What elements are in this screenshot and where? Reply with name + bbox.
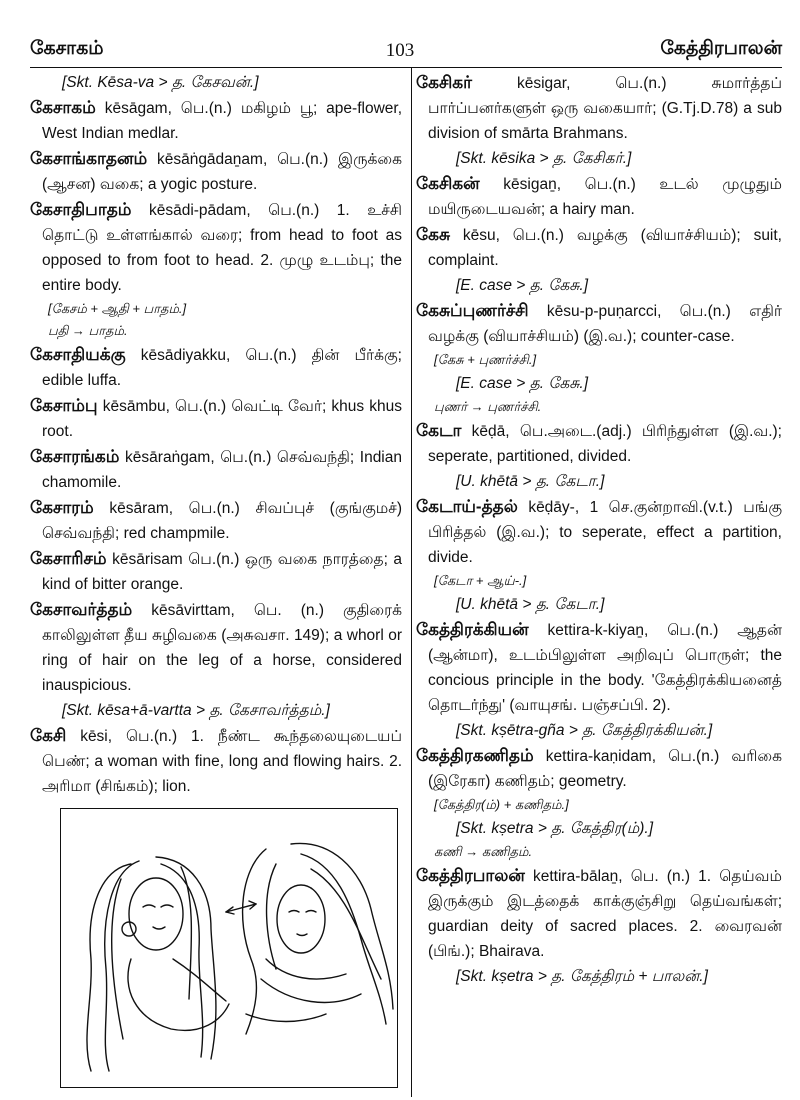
definition: kēsu-p-puṇarcci, பெ.(n.) எதிர் வழக்கு (வியாச்சியம்) (இ.வ.); counter-case. — [428, 303, 782, 345]
etymology: [Skt. Kēsa-va > த. கேசவன்.] — [62, 74, 259, 91]
dictionary-entry — [416, 494, 782, 570]
headword: கேசாவர்த்தம் — [30, 600, 133, 619]
etymology: [U. khētā > த. கேடா.] — [456, 473, 605, 490]
dictionary-entry — [30, 495, 402, 546]
header-guide-word-left: கேசாகம் — [30, 38, 104, 59]
page-number: 103 — [385, 40, 415, 61]
headword: கேடாய்-த்தல் — [416, 497, 518, 516]
headword: கேசாங்காதனம் — [30, 149, 148, 168]
etymology: [கேசம் + ஆதி + பாதம்.] — [48, 301, 187, 316]
headword: கேசி — [30, 726, 67, 745]
etymology: [Skt. kṣētra-gña > த. கேத்திரக்கியன்.] — [456, 722, 713, 739]
right-column — [416, 70, 782, 989]
definition: kettira-bālaṉ, பெ. (n.) 1. தெய்வம் இருக்கும் இடத்தைக் காக்குஞ்சிறு தெய்வங்கள்; guardian deity of sacred places. 2. வைரவன் (பிங்.); Bhairava. — [428, 868, 782, 960]
etymology: பதி → பாதம். — [48, 323, 128, 338]
etymology: [U. khētā > த. கேடா.] — [456, 596, 605, 613]
headword: கேசாம்பு — [30, 396, 98, 415]
definition: kēsāraṅgam, பெ.(n.) செவ்வந்தி; Indian chamomile. — [42, 449, 402, 491]
definition: kēsigar, பெ.(n.) சுமார்த்தப் பார்ப்பனர்களுள் ஒரு வகையார்; (G.Tj.D.78) a sub division of smārta Brahmans. — [428, 75, 782, 142]
definition: kettira-kaṇidam, பெ.(n.) வரிகை (இரேகா) கணிதம்; geometry. — [428, 748, 782, 790]
headword: கேசிகர் — [416, 73, 473, 92]
headword: கேடா — [416, 421, 462, 440]
definition: kēḍāy-, 1 செ.குன்றாவி.(v.t.) பங்கு பிரித்தல் (இ.வ.); to seperate, effect a partition, divide. — [428, 499, 782, 566]
illustration-drawing — [61, 809, 397, 1087]
header-guide-word-right: கேத்திரபாலன் — [660, 38, 782, 59]
definition: kēsāvirttam, பெ. (n.) குதிரைக் காலிலுள்ள தீய சுழிவகை (அசுவசா. 149); a whorl or ring of hair on the leg of a horse, considered inauspicious. — [42, 602, 402, 694]
headword: கேத்திரக்கியன் — [416, 620, 529, 639]
definition: kēsādiyakku, பெ.(n.) தின் பீர்க்கு; edible luffa. — [42, 347, 402, 389]
headword: கேசாரங்கம் — [30, 447, 120, 466]
dictionary-entry — [30, 546, 402, 597]
dictionary-entry — [416, 617, 782, 718]
headword: கேத்திரகணிதம் — [416, 746, 534, 765]
dictionary-entry — [416, 222, 782, 273]
dictionary-entry — [30, 723, 402, 799]
headword: கேசாதிபாதம் — [30, 200, 132, 219]
etymology: [Skt. kṣetra > த. கேத்திர(ம்).] — [456, 820, 654, 837]
etymology: கணி → கணிதம். — [434, 844, 533, 859]
headword: கேசாதியக்கு — [30, 345, 126, 364]
headword: கேசு — [416, 225, 451, 244]
dictionary-entry — [30, 444, 402, 495]
headword: கேசாரிசம் — [30, 549, 107, 568]
headword: கேசாரம் — [30, 498, 94, 517]
dictionary-entry — [30, 342, 402, 393]
etymology: [Skt. kēsa+ā-vartta > த. கேசாவர்த்தம்.] — [62, 702, 330, 719]
etymology: [Skt. kēsika > த. கேசிகர்.] — [456, 150, 632, 167]
etymology: [கேடா + ஆய்-.] — [434, 573, 527, 588]
dictionary-entry — [30, 597, 402, 698]
etymology: [Skt. kṣetra > த. கேத்திரம் + பாலன்.] — [456, 968, 708, 985]
definition: kēsāmbu, பெ.(n.) வெட்டி வேர்; khus khus root. — [42, 398, 403, 440]
header-rule — [30, 67, 782, 68]
definition: kēsu, பெ.(n.) வழக்கு (வியாச்சியம்); suit, complaint. — [428, 227, 782, 269]
dictionary-entry — [30, 393, 402, 444]
dictionary-entry — [30, 197, 402, 298]
dictionary-page — [18, 0, 782, 1100]
definition: kēḍā, பெ.அடை.(adj.) பிரிந்துள்ள (இ.வ.); seperate, partitioned, divided. — [428, 423, 782, 465]
illustration-long-haired-women — [60, 808, 398, 1088]
page-header — [18, 38, 782, 68]
headword: கேசுப்புணர்ச்சி — [416, 301, 529, 320]
headword: கேசாகம் — [30, 98, 96, 117]
dictionary-entry — [416, 863, 782, 964]
headword: கேத்திரபாலன் — [416, 866, 525, 885]
definition: kēsāram, பெ.(n.) சிவப்புச் (குங்குமச்) செவ்வந்தி; red champmile. — [42, 500, 403, 542]
dictionary-entry — [30, 146, 402, 197]
dictionary-entry — [416, 743, 782, 794]
etymology: [E. case > த. கேசு.] — [456, 277, 589, 294]
left-column — [30, 70, 402, 799]
dictionary-entry — [416, 171, 782, 222]
definition: kēsāṅgādaṉam, பெ.(n.) இருக்கை (ஆசன) வகை; a yogic posture. — [42, 151, 402, 193]
definition: kēsi, பெ.(n.) 1. நீண்ட கூந்தலையுடையப் பெண்; a woman with fine, long and flowing hairs. 2. அரிமா (சிங்கம்); lion. — [42, 728, 403, 795]
definition: kēsigaṉ, பெ.(n.) உடல் முழுதும் மயிருடையவன்; a hairy man. — [428, 176, 782, 218]
etymology: [கேசு + புணர்ச்சி.] — [434, 352, 537, 367]
definition: kēsārisam பெ.(n.) ஒரு வகை நாரத்தை; a kind of bitter orange. — [42, 551, 403, 593]
etymology: புணர் → புணர்ச்சி. — [434, 399, 542, 414]
definition: kēsāgam, பெ.(n.) மகிழம் பூ; ape-flower, West Indian medlar. — [42, 100, 402, 142]
definition: kēsādi-pādam, பெ.(n.) 1. உச்சி தொட்டு உள்ளங்கால் வரை; from head to foot as opposed to from foot to head. 2. முழு உடம்பு; the entire body. — [42, 202, 403, 294]
dictionary-entry — [416, 70, 782, 146]
headword: கேசிகன் — [416, 174, 480, 193]
dictionary-entry — [416, 298, 782, 349]
dictionary-entry — [416, 418, 782, 469]
etymology: [E. case > த. கேசு.] — [456, 375, 589, 392]
column-divider — [411, 67, 412, 1097]
dictionary-entry — [30, 95, 402, 146]
etymology: [கேத்திர(ம்) + கணிதம்.] — [434, 797, 569, 812]
definition: kettira-k-kiyaṉ, பெ.(n.) ஆதன் (ஆன்மா), உடம்பிலுள்ள அறிவுப் பொருள்; the concious principle in the body. 'கேத்திரக்கியனைத் தொடர்ந்து' (வாயுசங். பஞ்சப்பி. 2). — [428, 622, 782, 714]
